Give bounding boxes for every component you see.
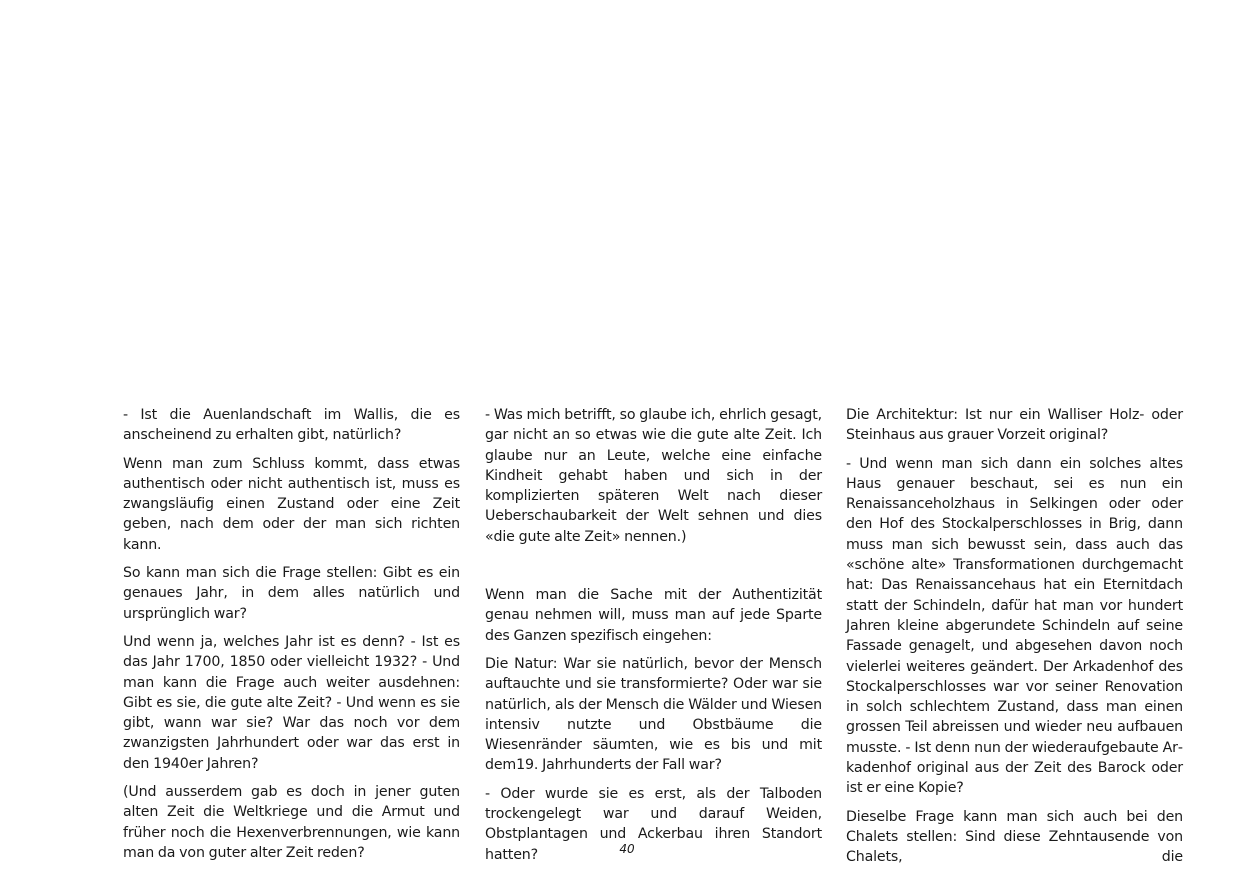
paragraph: Die Architektur: Ist nur ein Walliser Holz- oder Steinhaus aus grauer Vorzeit original? [846, 407, 1183, 444]
paragraph: (Und ausserdem gab es doch in jener guten alten Zeit die Weltkriege und die Armut und früher noch die Hexenverbrennungen, wie kann man da von guter alter Zeit reden? [123, 784, 460, 861]
paragraph: Und wenn ja, welches Jahr ist es denn? - Ist es das Jahr 1700, 1850 oder vielleicht 1932? - Und man kann die Frage auch weiter ausdehnen: Gibt es sie, die gute alte Zeit? - Und wenn es sie gibt, wann war sie? War das noch vor dem zwanzigsten Jahrhundert oder war das erst in den 1940er Jahren? [123, 633, 460, 772]
paragraph: Dieselbe Frage kann man sich auch bei den Chalets stellen: Sind diese Zehntausende von Chalets, die [846, 808, 1183, 866]
paragraph: Wenn man die Sache mit der Authentizität genau nehmen will, muss man auf jede Sparte des Ganzen spezifisch eingehen: [485, 587, 822, 644]
paragraph: - Ist die Auenlandschaft im Wallis, die es anscheinend zu erhalten gibt, natürlich? [123, 407, 460, 444]
page-number: 40 [619, 842, 635, 856]
paragraph: - Oder wurde sie es erst, als der Talboden trockengelegt war und darauf Weiden, Obstplantagen und Ackerbau ihren Standort hatten? [485, 785, 822, 863]
paragraph: - Und wenn man sich dann ein solches altes Haus genauer beschaut, sei es nun ein Renaissanceholzhaus in Selkingen oder oder den Hof des Stockalperschlosses in Brig, dann muss man sich bewusst sein, dass auch das «schöne alte» Transformationen durchgemacht hat: Das Renaissancehaus hat ein Eternitdach statt der Schindeln, dafür hat man vor hundert Jahren kleine abgerundete Schindeln auf seine Fassade genagelt, und abgesehen davon noch vielerlei weiteres geändert. Der Arkadenhof des Stockalperschlosses war vor seiner Renovation in solch schlechtem Zustand, dass man einen grossen Teil abreissen und wieder neu aufbauen musste. - Ist denn nun der wiederaufgebaute Arkadenhof original aus der Zeit des Barock oder ist er eine Kopie? [846, 455, 1183, 797]
text-column-1 [123, 405, 460, 871]
text-column-3 [846, 405, 1183, 876]
text-column-2 [485, 405, 822, 873]
paragraph: So kann man sich die Frage stellen: Gibt es ein genaues Jahr, in dem alles natürlich und ursprünglich war? [123, 565, 460, 622]
paragraph: Wenn man zum Schluss kommt, dass etwas authentisch oder nicht authentisch ist, muss es zwangsläufig einen Zustand oder eine Zeit geben, nach dem oder der man sich richten kann. [123, 455, 460, 553]
paragraph: Die Natur: War sie natürlich, bevor der Mensch auftauchte und sie transformierte? Oder war sie natürlich, als der Mensch die Wälder und Wiesen intensiv nutzte und Obstbäume die Wiesenränder säumten, wie es bis und mit dem19. Jahrhunderts der Fall war? [485, 655, 822, 774]
paragraph: - Was mich betrifft, so glaube ich, ehrlich gesagt, gar nicht an so etwas wie die gute alte Zeit. Ich glaube nur an Leute, welche eine einfache Kindheit gehabt haben und sich in der komplizierten späteren Welt nach dieser Ueberschaubarkeit der Welt sehnen und dies «die gute alte Zeit» nennen.) [485, 407, 823, 545]
